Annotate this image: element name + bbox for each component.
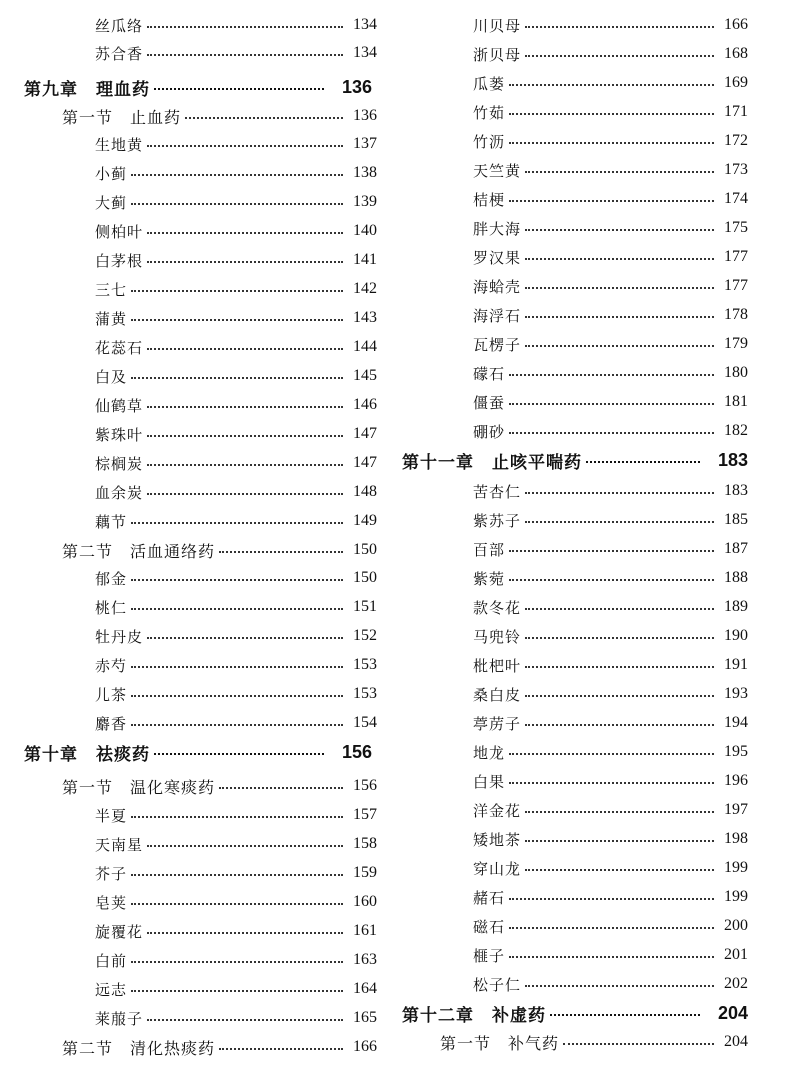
toc-entry-item: [473, 187, 748, 211]
toc-entry-item: [95, 653, 377, 677]
toc-title: 生地黄: [95, 135, 144, 154]
dot-leader: [147, 845, 343, 847]
toc-entry-item: [473, 129, 748, 153]
dot-leader: [147, 406, 343, 408]
dot-leader: [147, 26, 343, 28]
toc-entry-item: [95, 1006, 377, 1030]
toc-page-number: 171: [724, 103, 748, 120]
dot-leader: [219, 1048, 343, 1050]
toc-entry-item: [473, 856, 748, 880]
dot-leader: [131, 961, 343, 963]
toc-title: 松子仁: [473, 975, 522, 994]
toc-page-number: 153: [353, 656, 377, 673]
toc-title: 海蛤壳: [473, 277, 522, 296]
toc-page-number: 136: [341, 76, 372, 97]
toc-title: 款冬花: [473, 598, 522, 617]
toc-entry-item: [95, 682, 377, 706]
toc-page-number: 199: [724, 859, 748, 876]
toc-page-number: 198: [724, 830, 748, 847]
toc-entry-item: [473, 100, 748, 124]
toc-page-number: 163: [353, 951, 377, 968]
dot-leader: [525, 55, 714, 57]
toc-entry-item: [473, 42, 748, 66]
toc-title: 白前: [95, 951, 128, 970]
toc-page-number: 195: [724, 743, 748, 760]
toc-entry-item: [473, 245, 748, 269]
toc-entry-item: [473, 303, 748, 327]
toc-entry-item: [95, 132, 377, 156]
toc-page-number: 204: [717, 1002, 748, 1023]
toc-page-number: 157: [353, 806, 377, 823]
toc-title: 苏合香: [95, 44, 144, 63]
dot-leader: [509, 753, 714, 755]
dot-leader: [185, 117, 343, 119]
toc-entry-item: [95, 335, 377, 359]
toc-title: 第二节 活血通络药: [62, 541, 216, 561]
toc-entry-section: [440, 1029, 748, 1055]
toc-entry-chapter: [402, 999, 748, 1027]
dot-leader: [509, 956, 714, 958]
toc-page-number: 174: [724, 190, 748, 207]
toc-entry-item: [95, 41, 377, 65]
toc-entry-item: [95, 832, 377, 856]
toc-entry-item: [473, 943, 748, 967]
toc-entry-chapter: [24, 73, 377, 101]
dot-leader: [586, 461, 700, 463]
toc-entry-chapter: [402, 446, 748, 474]
dot-leader: [509, 927, 714, 929]
toc-entry-item: [95, 948, 377, 972]
toc-title: 苦杏仁: [473, 482, 522, 501]
toc-title: 赭石: [473, 888, 506, 907]
toc-page-number: 190: [724, 627, 748, 644]
toc-page-number: 160: [353, 893, 377, 910]
toc-title: 白茅根: [95, 251, 144, 270]
toc-entry-item: [95, 248, 377, 272]
toc-page-number: 183: [717, 449, 748, 470]
toc-title: 第二节 清化热痰药: [62, 1038, 216, 1058]
dot-leader: [525, 608, 714, 610]
toc-entry-item: [473, 885, 748, 909]
toc-title: 百部: [473, 540, 506, 559]
toc-title: 白果: [473, 772, 506, 791]
toc-title: 莱菔子: [95, 1009, 144, 1028]
dot-leader: [131, 203, 343, 205]
toc-entry-item: [473, 827, 748, 851]
toc-page-number: 136: [353, 107, 377, 124]
toc-title: 礞石: [473, 364, 506, 383]
toc-page-number: 168: [724, 45, 748, 62]
toc-title: 浙贝母: [473, 45, 522, 64]
dot-leader: [509, 374, 714, 376]
dot-leader: [147, 1019, 343, 1021]
dot-leader: [525, 811, 714, 813]
toc-page-number: 179: [724, 335, 748, 352]
toc-page-number: 202: [724, 975, 748, 992]
dot-leader: [525, 316, 714, 318]
toc-page-number: 147: [353, 454, 377, 471]
toc-page-number: 159: [353, 864, 377, 881]
toc-entry-item: [473, 479, 748, 503]
toc-entry-item: [95, 13, 377, 37]
dot-leader: [525, 666, 714, 668]
dot-leader: [509, 898, 714, 900]
dot-leader: [509, 432, 714, 434]
dot-leader: [509, 782, 714, 784]
toc-page-number: 153: [353, 685, 377, 702]
toc-entry-item: [473, 914, 748, 938]
toc-entry-item: [473, 566, 748, 590]
toc-page-number: 141: [353, 251, 377, 268]
dot-leader: [147, 435, 343, 437]
dot-leader: [131, 522, 343, 524]
toc-entry-item: [95, 624, 377, 648]
toc-page-number: 201: [724, 946, 748, 963]
toc-entry-item: [95, 190, 377, 214]
dot-leader: [147, 348, 343, 350]
toc-page-number: 144: [353, 338, 377, 355]
toc-entry-item: [95, 509, 377, 533]
dot-leader: [219, 551, 343, 553]
toc-entry-item: [473, 13, 748, 37]
dot-leader: [131, 608, 343, 610]
toc-page-number: 138: [353, 164, 377, 181]
toc-page-number: 134: [353, 44, 377, 61]
toc-title: 桑白皮: [473, 685, 522, 704]
toc-entry-item: [473, 361, 748, 385]
toc-page-number: 156: [341, 741, 372, 762]
dot-leader: [147, 145, 343, 147]
toc-page-number: 158: [353, 835, 377, 852]
toc-entry-item: [95, 480, 377, 504]
toc-page-number: 139: [353, 193, 377, 210]
dot-leader: [550, 1014, 700, 1016]
toc-page-number: 172: [724, 132, 748, 149]
dot-leader: [131, 903, 343, 905]
toc-page-number: 151: [353, 598, 377, 615]
dot-leader: [131, 816, 343, 818]
dot-leader: [131, 695, 343, 697]
toc-entry-item: [95, 711, 377, 735]
dot-leader: [131, 579, 343, 581]
toc-entry-item: [95, 566, 377, 590]
dot-leader: [525, 637, 714, 639]
toc-page-number: 148: [353, 483, 377, 500]
toc-entry-item: [95, 451, 377, 475]
dot-leader: [509, 550, 714, 552]
toc-entry-section: [62, 773, 377, 799]
dot-leader: [131, 990, 343, 992]
toc-entry-item: [95, 919, 377, 943]
toc-page-number: 187: [724, 540, 748, 557]
toc-title: 第十一章 止咳平喘药: [402, 452, 582, 473]
dot-leader: [525, 492, 714, 494]
toc-entry-item: [473, 972, 748, 996]
toc-entry-chapter: [24, 738, 377, 766]
toc-title: 远志: [95, 980, 128, 999]
toc-title: 仙鹤草: [95, 396, 144, 415]
toc-page-number: 177: [724, 277, 748, 294]
toc-page-number: 150: [353, 569, 377, 586]
dot-leader: [147, 232, 343, 234]
toc-title: 花蕊石: [95, 338, 144, 357]
toc-entry-item: [473, 595, 748, 619]
toc-page-number: 166: [724, 16, 748, 33]
dot-leader: [525, 724, 714, 726]
dot-leader: [147, 54, 343, 56]
toc-page-number: 194: [724, 714, 748, 731]
toc-entry-item: [473, 682, 748, 706]
dot-leader: [509, 84, 714, 86]
toc-entry-item: [473, 390, 748, 414]
toc-title: 罗汉果: [473, 248, 522, 267]
toc-entry-item: [95, 277, 377, 301]
toc-entry-item: [473, 537, 748, 561]
dot-leader: [147, 637, 343, 639]
toc-title: 矮地茶: [473, 830, 522, 849]
toc-page-number: 164: [353, 980, 377, 997]
toc-title: 三七: [95, 280, 128, 299]
toc-entry-item: [95, 219, 377, 243]
dot-leader: [525, 229, 714, 231]
toc-page-number: 200: [724, 917, 748, 934]
toc-title: 僵蚕: [473, 393, 506, 412]
toc-entry-section: [62, 537, 377, 563]
dot-leader: [131, 290, 343, 292]
toc-entry-item: [95, 161, 377, 185]
toc-page-number: 161: [353, 922, 377, 939]
toc-title: 牡丹皮: [95, 627, 144, 646]
toc-entry-item: [95, 803, 377, 827]
toc-page-number: 145: [353, 367, 377, 384]
dot-leader: [131, 319, 343, 321]
toc-title: 赤芍: [95, 656, 128, 675]
dot-leader: [525, 695, 714, 697]
toc-page-number: 166: [353, 1038, 377, 1055]
toc-entry-item: [95, 861, 377, 885]
toc-entry-item: [95, 890, 377, 914]
dot-leader: [154, 753, 324, 755]
toc-title: 第九章 理血药: [24, 79, 150, 100]
toc-title: 地龙: [473, 743, 506, 762]
toc-title: 洋金花: [473, 801, 522, 820]
toc-title: 儿茶: [95, 685, 128, 704]
toc-entry-item: [473, 71, 748, 95]
dot-leader: [219, 787, 343, 789]
toc-entry-item: [473, 798, 748, 822]
toc-entry-item: [473, 624, 748, 648]
dot-leader: [147, 261, 343, 263]
toc-page-number: 196: [724, 772, 748, 789]
toc-title: 竹茹: [473, 103, 506, 122]
toc-entry-item: [95, 364, 377, 388]
toc-title: 穿山龙: [473, 859, 522, 878]
dot-leader: [509, 403, 714, 405]
toc-title: 硼砂: [473, 422, 506, 441]
toc-page-number: 183: [724, 482, 748, 499]
toc-page-number: 178: [724, 306, 748, 323]
toc-page-number: 175: [724, 219, 748, 236]
toc-page-number: 181: [724, 393, 748, 410]
toc-page-number: 169: [724, 74, 748, 91]
toc-page-number: 173: [724, 161, 748, 178]
dot-leader: [525, 840, 714, 842]
toc-entry-item: [473, 216, 748, 240]
toc-title: 第一节 温化寒痰药: [62, 777, 216, 797]
toc-title: 白及: [95, 367, 128, 386]
dot-leader: [147, 493, 343, 495]
dot-leader: [525, 258, 714, 260]
toc-title: 麝香: [95, 714, 128, 733]
toc-title: 马兜铃: [473, 627, 522, 646]
toc-title: 第一节 补气药: [440, 1033, 560, 1053]
toc-title: 藕节: [95, 512, 128, 531]
dot-leader: [131, 666, 343, 668]
toc-page-number: 188: [724, 569, 748, 586]
toc-title: 半夏: [95, 806, 128, 825]
dot-leader: [509, 200, 714, 202]
toc-page-number: 182: [724, 422, 748, 439]
toc-title: 旋覆花: [95, 922, 144, 941]
dot-leader: [525, 26, 714, 28]
dot-leader: [563, 1043, 714, 1045]
toc-entry-section: [62, 1034, 377, 1060]
toc-page-number: 134: [353, 16, 377, 33]
toc-title: 第十章 祛痰药: [24, 744, 150, 765]
toc-entry-item: [95, 595, 377, 619]
toc-title: 桔梗: [473, 190, 506, 209]
dot-leader: [525, 171, 714, 173]
toc-title: 棕榈炭: [95, 454, 144, 473]
toc-entry-item: [95, 393, 377, 417]
toc-entry-item: [95, 977, 377, 1001]
toc-page-number: 147: [353, 425, 377, 442]
toc-title: 竹沥: [473, 132, 506, 151]
toc-page-number: 204: [724, 1033, 748, 1050]
toc-title: 天南星: [95, 835, 144, 854]
toc-page-number: 156: [353, 777, 377, 794]
toc-page-number: 189: [724, 598, 748, 615]
toc-page-number: 146: [353, 396, 377, 413]
toc-title: 磁石: [473, 917, 506, 936]
toc-page-number: 185: [724, 511, 748, 528]
toc-title: 榧子: [473, 946, 506, 965]
toc-title: 血余炭: [95, 483, 144, 502]
dot-leader: [525, 985, 714, 987]
toc-page-number: 191: [724, 656, 748, 673]
toc-title: 紫苏子: [473, 511, 522, 530]
toc-page-number: 137: [353, 135, 377, 152]
dot-leader: [509, 113, 714, 115]
toc-page-number: 180: [724, 364, 748, 381]
toc-title: 侧柏叶: [95, 222, 144, 241]
toc-entry-item: [473, 332, 748, 356]
toc-entry-item: [473, 419, 748, 443]
toc-page-number: 193: [724, 685, 748, 702]
toc-title: 大蓟: [95, 193, 128, 212]
toc-page-number: 149: [353, 512, 377, 529]
toc-title: 紫珠叶: [95, 425, 144, 444]
dot-leader: [154, 88, 324, 90]
toc-title: 紫菀: [473, 569, 506, 588]
toc-title: 皂荚: [95, 893, 128, 912]
dot-leader: [525, 521, 714, 523]
toc-entry-item: [473, 158, 748, 182]
toc-title: 蒲黄: [95, 309, 128, 328]
toc-title: 葶苈子: [473, 714, 522, 733]
dot-leader: [147, 464, 343, 466]
toc-entry-item: [473, 740, 748, 764]
toc-page-number: 177: [724, 248, 748, 265]
toc-page-number: 143: [353, 309, 377, 326]
toc-page-number: 165: [353, 1009, 377, 1026]
dot-leader: [131, 874, 343, 876]
dot-leader: [525, 345, 714, 347]
toc-page-number: 152: [353, 627, 377, 644]
dot-leader: [509, 579, 714, 581]
toc-entry-item: [473, 769, 748, 793]
toc-entry-item: [95, 422, 377, 446]
dot-leader: [147, 932, 343, 934]
toc-page-number: 142: [353, 280, 377, 297]
toc-page-number: 140: [353, 222, 377, 239]
toc-title: 桃仁: [95, 598, 128, 617]
toc-title: 第一节 止血药: [62, 107, 182, 127]
toc-page-number: 154: [353, 714, 377, 731]
toc-entry-item: [473, 711, 748, 735]
dot-leader: [509, 142, 714, 144]
toc-page-number: 199: [724, 888, 748, 905]
toc-page-number: 197: [724, 801, 748, 818]
toc-title: 第十二章 补虚药: [402, 1005, 546, 1026]
toc-entry-item: [473, 508, 748, 532]
toc-entry-item: [473, 274, 748, 298]
toc-title: 郁金: [95, 569, 128, 588]
dot-leader: [131, 377, 343, 379]
toc-entry-item: [473, 653, 748, 677]
dot-leader: [525, 869, 714, 871]
toc-title: 天竺黄: [473, 161, 522, 180]
toc-title: 海浮石: [473, 306, 522, 325]
toc-page-number: 150: [353, 541, 377, 558]
toc-title: 瓦楞子: [473, 335, 522, 354]
toc-title: 瓜蒌: [473, 74, 506, 93]
dot-leader: [525, 287, 714, 289]
toc-title: 枇杷叶: [473, 656, 522, 675]
dot-leader: [131, 174, 343, 176]
toc-title: 川贝母: [473, 16, 522, 35]
toc-title: 小蓟: [95, 164, 128, 183]
dot-leader: [131, 724, 343, 726]
toc-entry-section: [62, 103, 377, 129]
toc-title: 丝瓜络: [95, 16, 144, 35]
toc-title: 胖大海: [473, 219, 522, 238]
toc-title: 芥子: [95, 864, 128, 883]
toc-entry-item: [95, 306, 377, 330]
